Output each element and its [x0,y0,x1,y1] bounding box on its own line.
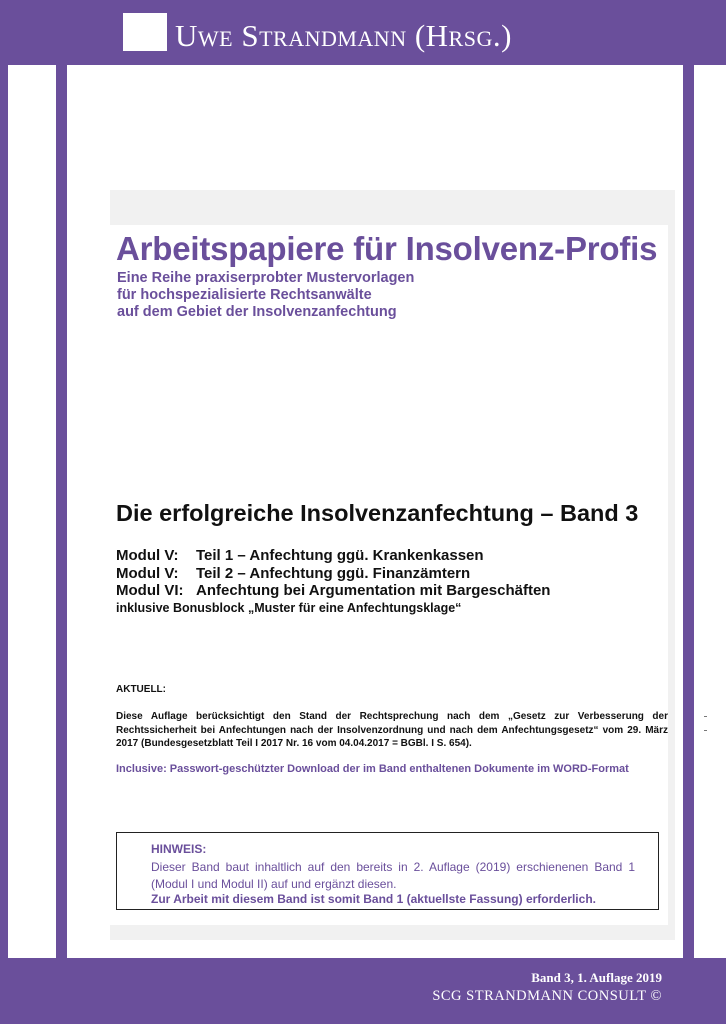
notice-heading: AKTUELL: [116,684,166,695]
module-text: Teil 1 – Anfechtung ggü. Krankenkassen [196,547,484,564]
left-margin-strip [8,65,56,958]
hinweis-requirement: Zur Arbeit mit diesem Band ist somit Band 1 (aktuellste Fassung) erforderlich. [151,892,596,906]
left-edge-stripe [0,0,8,1024]
series-subtitle-line: auf dem Gebiet der Insolvenzanfechtung [117,304,397,320]
edge-mark [704,716,707,717]
hinweis-box [116,832,659,910]
module-label: Modul V: [116,547,179,564]
series-subtitle-line: für hochspezialisierte Rechtsanwälte [117,287,372,303]
book-title: Die erfolgreiche Insolvenzanfechtung – Band 3 [116,500,639,526]
download-notice: Inclusive: Passwort-geschützter Download der im Band enthaltenen Dokumente im WORD-Format [116,763,629,775]
hinweis-text: Dieser Band baut inhaltlich auf den bereits in 2. Auflage (2019) erschienenen Band 1 (Modul I und Modul II) auf und ergänzt diesen. [151,860,635,891]
module-text: Anfechtung bei Argumentation mit Bargeschäften [196,582,551,599]
series-subtitle-line: Eine Reihe praxiserprobter Mustervorlagen [117,270,415,286]
hinweis-heading: HINWEIS: [151,842,207,856]
left-frame-stripe [56,0,67,1024]
right-margin-strip [694,65,726,958]
notice-text: Diese Auflage berücksichtigt den Stand der Rechtsprechung nach dem „Gesetz zur Verbesserung der Rechtssicherheit bei Anfechtungen nach der Insolvenzordnung und nach dem Anfechtungsgesetz“ vom 29. März 2017 (Bundesgesetzblatt Teil I 2017 Nr. 16 vom 04.04.2017 = BGBl. I S. 654). [116,711,668,749]
module-line [116,565,470,582]
module-line [116,547,484,564]
module-label: Modul VI: [116,582,184,599]
bonus-block: inklusive Bonusblock „Muster für eine Anfechtungsklage“ [116,601,462,615]
series-title: Arbeitspapiere für Insolvenz-Profis [116,230,658,267]
publisher-name: SCG STRANDMANN CONSULT © [432,988,662,1004]
edition-label: Band 3, 1. Auflage 2019 [531,970,662,985]
edge-mark [704,730,707,731]
module-text: Teil 2 – Anfechtung ggü. Finanzämtern [196,565,471,582]
module-label: Modul V: [116,565,179,582]
logo-square [123,13,167,51]
module-line [116,582,550,599]
right-frame-stripe [683,0,694,1024]
editor-name: Uwe Strandmann (Hrsg.) [175,18,512,53]
